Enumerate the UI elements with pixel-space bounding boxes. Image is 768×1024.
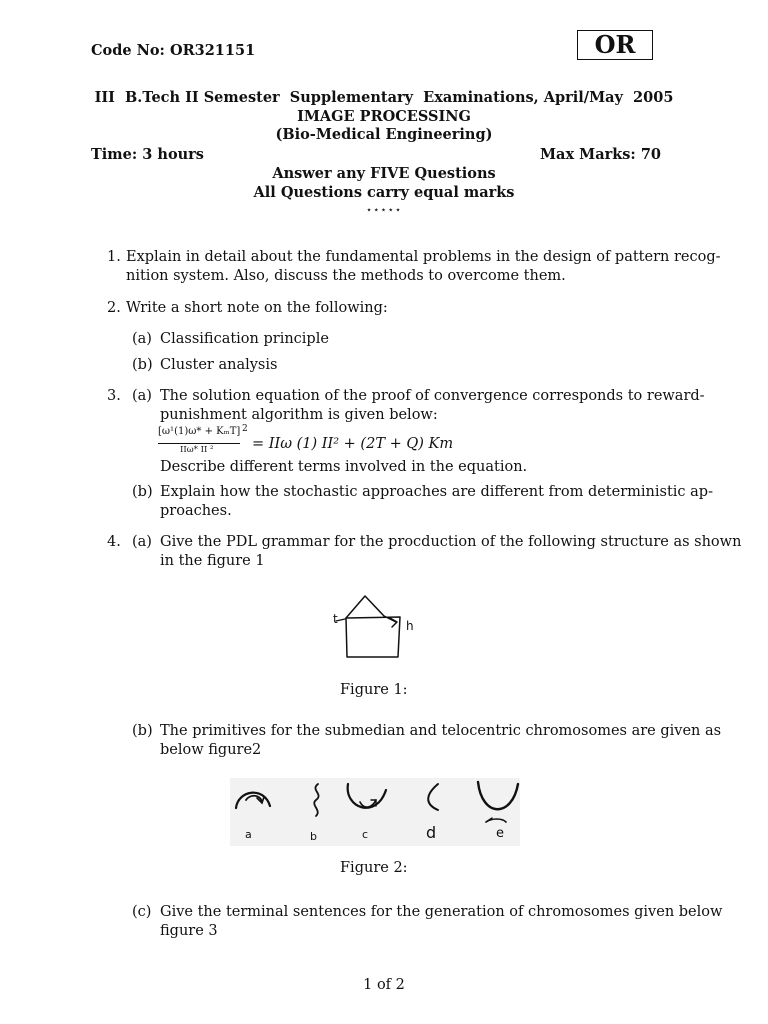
figure-2 <box>230 778 520 846</box>
q3a-label: (a) <box>132 388 152 404</box>
fig2-label-d: d <box>426 823 437 842</box>
fig2-label-e: e <box>496 826 504 841</box>
q3-number: 3. <box>107 388 121 404</box>
q3a-line3: Describe different terms involved in the equation. <box>160 459 528 475</box>
max-marks-label: Max Marks: 70 <box>540 146 662 163</box>
q3b-line2: proaches. <box>160 503 232 519</box>
q4c-line1: Give the terminal sentences for the generation of chromosomes given below <box>160 904 723 920</box>
q4b-line1: The primitives for the submedian and telocentric chromosomes are given as <box>160 723 722 739</box>
q4c-label: (c) <box>132 904 152 920</box>
q2a-text: Classification principle <box>160 331 329 347</box>
q1-text-line1: Explain in detail about the fundamental problems in the design of pattern recog- <box>126 249 721 265</box>
fig2-label-b: b <box>310 830 317 843</box>
fig1-label-t: t <box>333 612 338 626</box>
subject-title: IMAGE PROCESSING <box>297 108 471 125</box>
q2-number: 2. <box>107 300 121 316</box>
code-number: Code No: OR321151 <box>91 42 256 59</box>
q4c-line2: figure 3 <box>160 923 218 939</box>
q1-text-line2: nition system. Also, discuss the methods to overcome them. <box>126 268 566 284</box>
fig2-label-a: a <box>245 828 252 841</box>
exam-title: III B.Tech II Semester Supplementary Examinations, April/May 2005 <box>94 89 674 106</box>
q4a-label: (a) <box>132 534 152 550</box>
q2a-label: (a) <box>132 331 152 347</box>
equation-denominator: IIω* II ² <box>180 445 214 455</box>
equation-exponent: 2 <box>242 424 248 434</box>
equation-numerator: [ω¹(1)ω* + KₘT] <box>158 426 241 437</box>
q4a-line1: Give the PDL grammar for the procduction of the following structure as shown <box>160 534 742 550</box>
q2b-label: (b) <box>132 357 153 373</box>
equation-rhs: = IIω (1) II² + (2T + Q) Km <box>252 436 454 452</box>
chromosome-primitives-drawing <box>230 778 520 846</box>
q3a-line1: The solution equation of the proof of convergence corresponds to reward- <box>160 388 705 404</box>
q2-text: Write a short note on the following: <box>126 300 388 316</box>
q4b-label: (b) <box>132 723 153 739</box>
figure-1 <box>326 590 426 665</box>
q3b-line1: Explain how the stochastic approaches are different from deterministic ap- <box>160 484 713 500</box>
q1-number: 1. <box>107 249 121 265</box>
q4b-line2: below figure2 <box>160 742 262 758</box>
figure-1-caption: Figure 1: <box>340 682 408 698</box>
stars-divider: ⋆⋆⋆⋆⋆ <box>365 205 403 216</box>
q4a-line2: in the figure 1 <box>160 553 265 569</box>
instruction-equal: All Questions carry equal marks <box>253 184 515 201</box>
instruction-five: Answer any FIVE Questions <box>272 165 496 182</box>
figure-2-caption: Figure 2: <box>340 860 408 876</box>
fig1-label-h: h <box>406 619 414 633</box>
q2b-text: Cluster analysis <box>160 357 278 373</box>
branch-title: (Bio-Medical Engineering) <box>275 126 493 143</box>
q3b-label: (b) <box>132 484 153 500</box>
fraction-bar <box>158 443 240 444</box>
or-badge: OR <box>577 30 653 60</box>
q4-number: 4. <box>107 534 121 550</box>
time-label: Time: 3 hours <box>91 146 204 163</box>
fig2-label-c: c <box>362 828 369 841</box>
q3a-line2: punishment algorithm is given below: <box>160 407 438 423</box>
page-number: 1 of 2 <box>363 977 405 993</box>
